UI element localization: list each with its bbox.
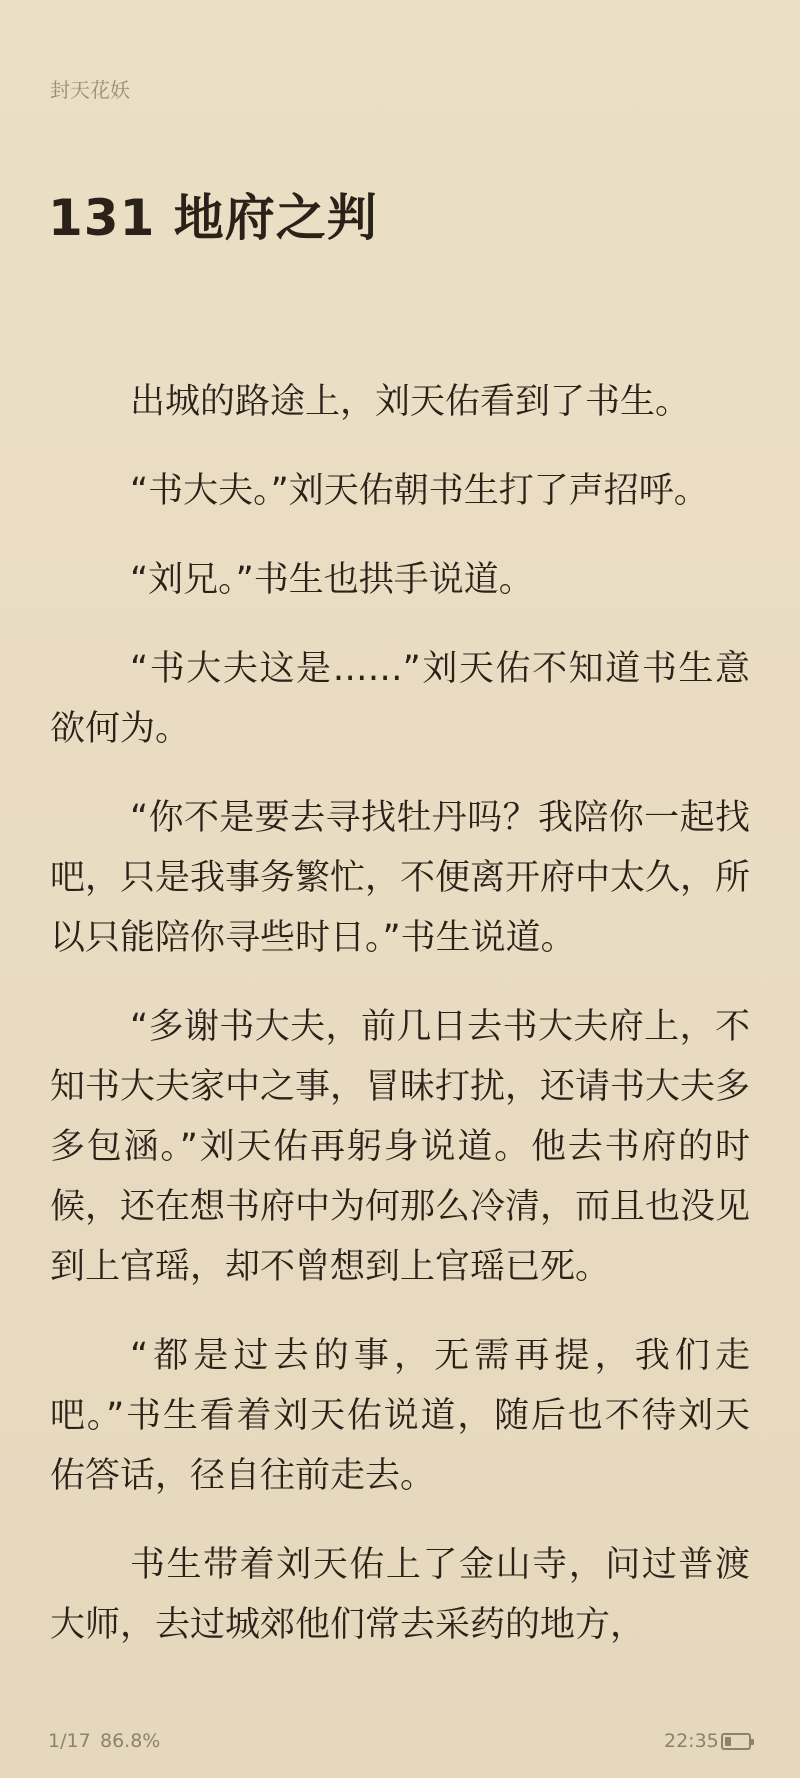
reading-progress-percent: 86.8% — [100, 1730, 161, 1752]
paragraph: “你不是要去寻找牡丹吗？我陪你一起找吧，只是我事务繁忙，不便离开府中太久，所以只能陪你寻些时日。”书生说道。 — [50, 798, 751, 958]
paragraph: “刘兄。”书生也拱手说道。 — [130, 560, 534, 600]
battery-icon — [721, 1733, 751, 1750]
paragraph: 书生带着刘天佑上了金山寺，问过普渡大师，去过城郊他们常去采药的地方， — [50, 1545, 750, 1645]
battery-tip-icon — [751, 1739, 754, 1745]
paragraph: “书大夫。”刘天佑朝书生打了声招呼。 — [130, 471, 709, 511]
paragraph: “多谢书大夫，前几日去书大夫府上，不知书大夫家中之事，冒昧打扰，还请书大夫多多包涵。”刘天佑再躬身说道。他去书府的时候，还在想书府中为何那么冷清，而且也没见到上官瑶，却不曾想到上官瑶已死。 — [50, 1007, 751, 1287]
page-indicator: 1/17 — [48, 1730, 91, 1752]
reader-status-bar — [0, 1728, 800, 1758]
chapter-content — [50, 372, 750, 1684]
book-title: 封天花妖 — [50, 78, 130, 102]
clock: 22:35 — [664, 1730, 719, 1752]
battery-level-fill — [725, 1737, 731, 1746]
chapter-title: 131 地府之判 — [48, 189, 378, 247]
paragraph: 出城的路途上，刘天佑看到了书生。 — [130, 382, 691, 422]
paragraph: “都是过去的事，无需再提，我们走吧。”书生看着刘天佑说道，随后也不待刘天佑答话，径自往前走去。 — [50, 1336, 750, 1496]
paragraph: “书大夫这是……”刘天佑不知道书生意欲何为。 — [50, 649, 750, 749]
